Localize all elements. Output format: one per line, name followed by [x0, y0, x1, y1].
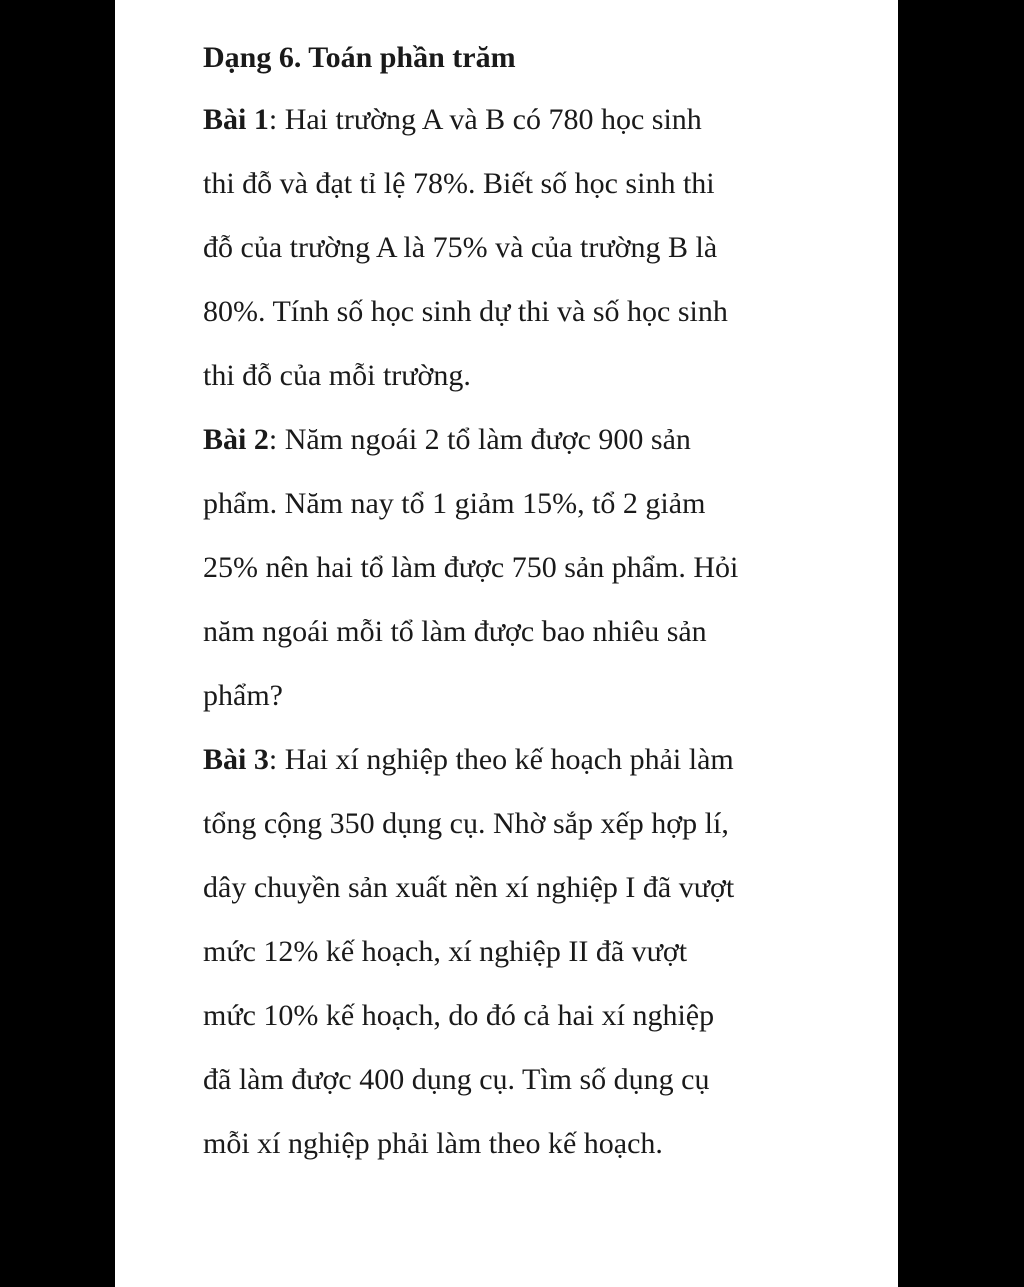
- problem-line: mỗi xí nghiệp phải làm theo kế hoạch.: [203, 1127, 663, 1160]
- problem-line: 80%. Tính số học sinh dự thi và số học sinh: [203, 295, 728, 328]
- problem-line: phẩm. Năm nay tổ 1 giảm 15%, tổ 2 giảm: [203, 487, 706, 520]
- problem-2: [203, 408, 843, 728]
- problem-line: tổng cộng 350 dụng cụ. Nhờ sắp xếp hợp lí,: [203, 807, 729, 840]
- problem-line: 25% nên hai tổ làm được 750 sản phẩm. Hỏi: [203, 551, 739, 584]
- page-title: Dạng 6. Toán phần trăm: [203, 41, 516, 74]
- problem-label: Bài 2: [203, 423, 269, 456]
- problem-line: thi đỗ và đạt tỉ lệ 78%. Biết số học sinh thi: [203, 167, 715, 200]
- problem-line: thi đỗ của mỗi trường.: [203, 359, 471, 392]
- document-page: [115, 0, 898, 1287]
- problem-line: đỗ của trường A là 75% và của trường B là: [203, 231, 718, 264]
- problem-line: [203, 728, 843, 792]
- problem-line: [203, 408, 843, 472]
- problem-label: Bài 3: [203, 743, 269, 776]
- problem-line: đã làm được 400 dụng cụ. Tìm số dụng cụ: [203, 1063, 710, 1096]
- problem-line: dây chuyền sản xuất nền xí nghiệp I đã vượt: [203, 871, 735, 904]
- problem-label: Bài 1: [203, 103, 269, 136]
- problem-line: mức 12% kế hoạch, xí nghiệp II đã vượt: [203, 935, 688, 968]
- problem-line: năm ngoái mỗi tổ làm được bao nhiêu sản: [203, 615, 707, 648]
- problem-line: phẩm?: [203, 679, 283, 712]
- document-content: [203, 30, 843, 1176]
- problem-line: mức 10% kế hoạch, do đó cả hai xí nghiệp: [203, 999, 715, 1032]
- problem-text: : Hai trường A và B có 780 học sinh: [268, 103, 702, 136]
- problem-line: [203, 88, 843, 152]
- problem-text: : Hai xí nghiệp theo kế hoạch phải làm: [268, 743, 734, 776]
- problem-text: : Năm ngoái 2 tổ làm được 900 sản: [268, 423, 691, 456]
- problem-1: [203, 88, 843, 408]
- problem-3: [203, 728, 843, 1176]
